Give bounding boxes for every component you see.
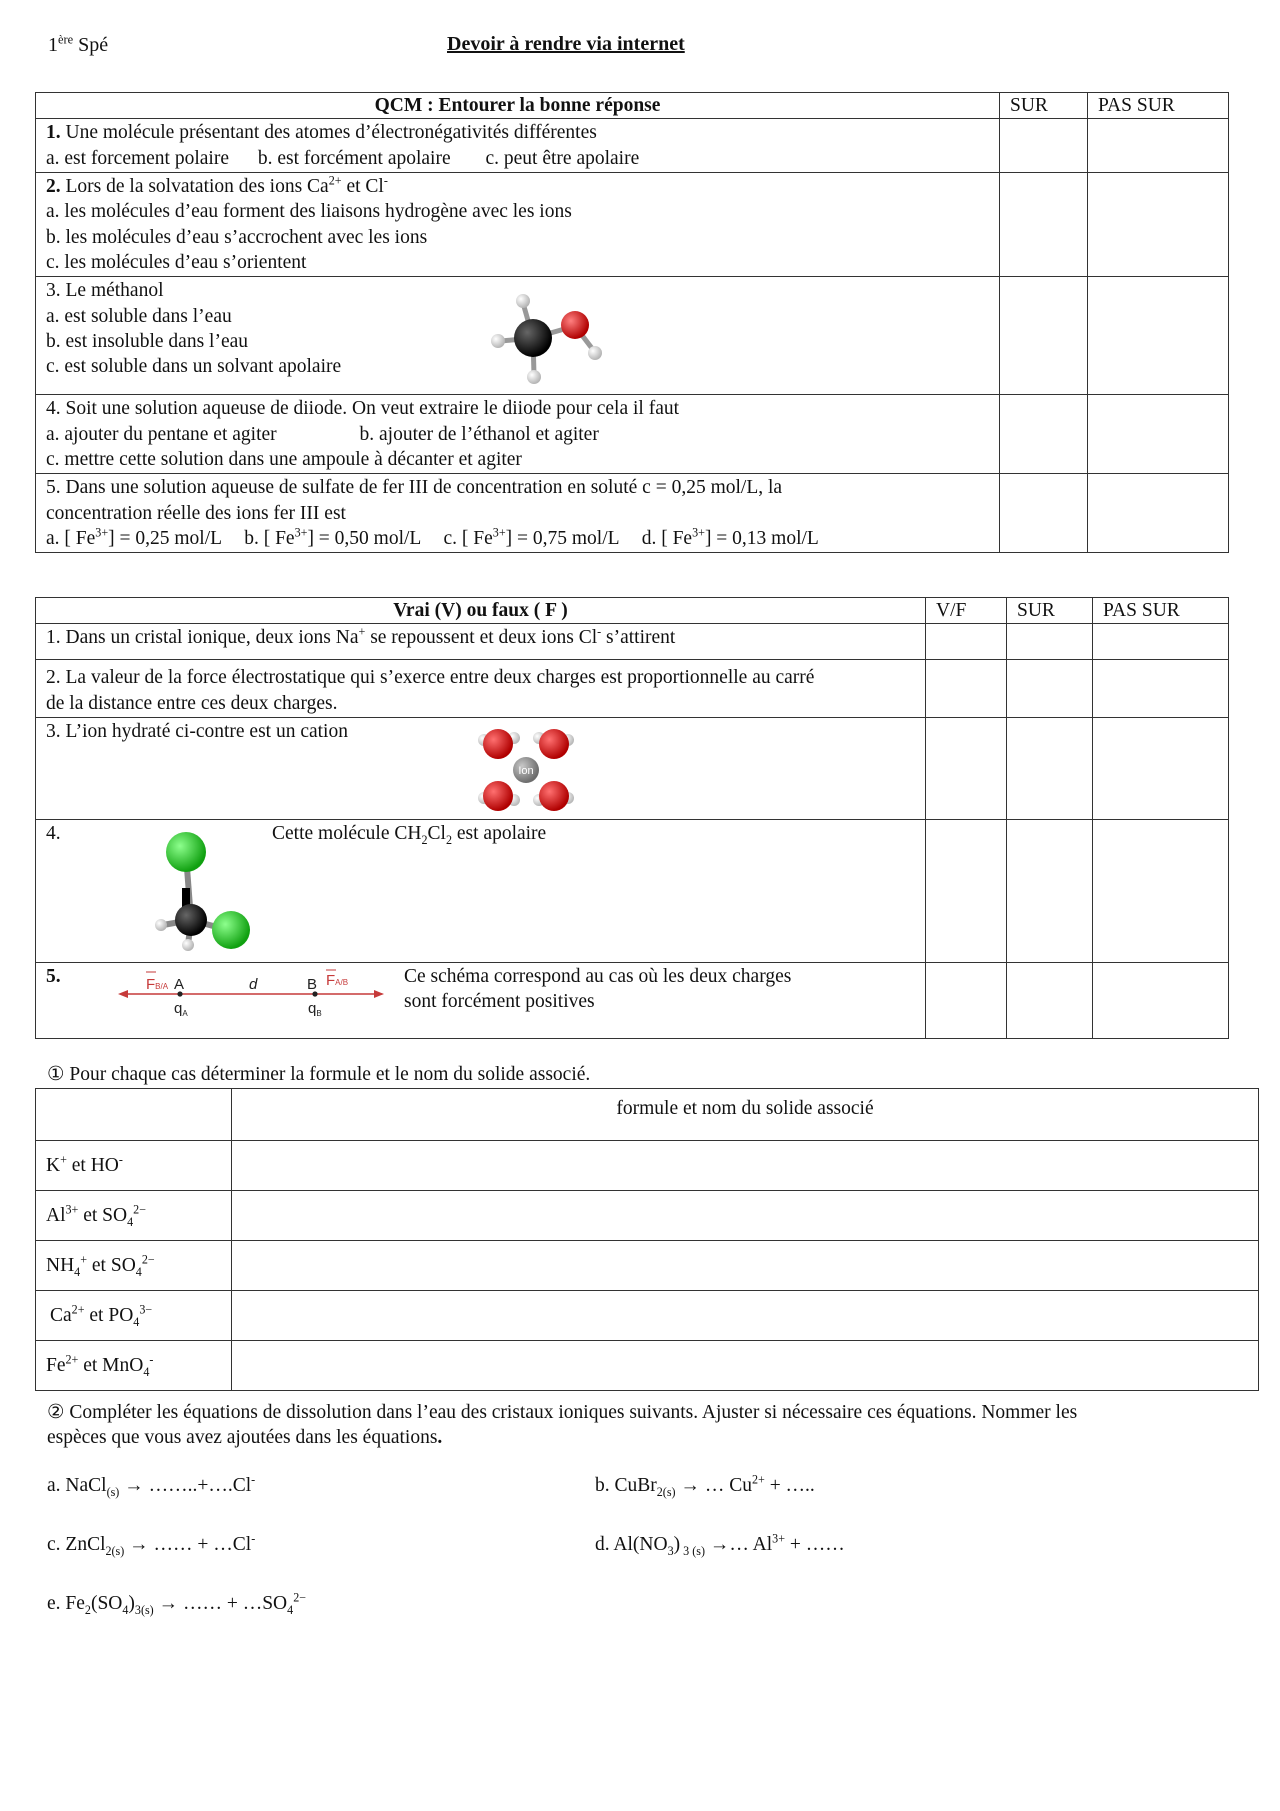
solids-row-2: $Al^{3+}$ et $SO_4^{2-}$ (36, 1191, 1259, 1241)
svg-text:d: d (249, 976, 258, 994)
water-bottom-left (478, 781, 520, 811)
s2-vf-cell[interactable] (926, 660, 1007, 718)
s5-pas-sur-cell[interactable] (1093, 963, 1229, 1039)
q4-option-c[interactable]: c. mettre cette solution dans une ampoule à décanter et agiter (46, 449, 522, 471)
q4-option-a[interactable]: a. ajouter du pentane et agiter (46, 423, 277, 445)
methanol-molecule-image (476, 281, 606, 391)
force-diagram-image (116, 967, 386, 1027)
hydrated-ion-image (471, 720, 581, 820)
equation-d[interactable]: d. $Al(NO_3)$ $_{3 (s)}$ →… $Al^{3+}$ + …… (595, 1531, 845, 1558)
q1-sur-cell[interactable] (1000, 119, 1088, 173)
q3-option-a[interactable]: a. est soluble dans l’eau (46, 305, 232, 327)
s1-vf-cell[interactable] (926, 624, 1007, 660)
water-bottom-right (533, 781, 574, 811)
qcm-header: QCM : Entourer la bonne réponse (36, 93, 1000, 119)
q2-option-b[interactable]: b. les molécules d’eau s’accrochent avec les ions (46, 226, 428, 248)
equation-a[interactable]: a. NaCl$_{(s)}$ → ……..+….Cl- (47, 1472, 256, 1499)
s5-sur-cell[interactable] (1007, 963, 1093, 1039)
arrow-icon: → (158, 1593, 179, 1614)
q1-option-c[interactable]: c. peut être apolaire (485, 147, 640, 169)
svg-text:FA/B: FA/B (326, 972, 349, 990)
svg-text:FB/A: FB/A (146, 976, 169, 994)
solids-table (35, 1088, 1259, 1391)
s4-sur-cell[interactable] (1007, 820, 1093, 963)
solids-answer-3[interactable] (232, 1241, 1259, 1291)
page-title: Devoir à rendre via internet (447, 33, 685, 55)
q1-option-b[interactable]: b. est forcément apolaire (257, 147, 451, 169)
q2-sur-cell[interactable] (1000, 173, 1088, 277)
s5-vf-cell[interactable] (926, 963, 1007, 1039)
svg-text:A: A (174, 976, 185, 994)
arrow-icon: → (709, 1534, 730, 1555)
q4-option-b[interactable]: b. ajouter de l’éthanol et agiter (359, 423, 599, 445)
ch2cl2-molecule-image (133, 830, 253, 955)
solids-row-1: K+ et HO- (36, 1141, 1259, 1191)
q3-option-c[interactable]: c. est soluble dans un solvant apolaire (46, 356, 342, 378)
solids-row-5: $Fe^{2+}$ et MnO$_4$- (36, 1341, 1259, 1391)
qcm-col-pas-sur: PAS SUR (1088, 93, 1229, 119)
solids-row-3: $NH_4^+$ et $SO_4^{2-}$ (36, 1241, 1259, 1291)
equation-b[interactable]: b. CuBr$_{2(s)}$ → … $Cu^{2+}$ + ….. (595, 1472, 815, 1499)
qcm-question-3: 3. Le méthanol a. est soluble dans l’eau b. est insoluble dans l’eau c. est soluble dans un solvant apolaire (36, 277, 1229, 395)
s1-sur-cell[interactable] (1007, 624, 1093, 660)
q2-pas-sur-cell[interactable] (1088, 173, 1229, 277)
s3-sur-cell[interactable] (1007, 718, 1093, 820)
water-top-right (533, 729, 574, 759)
s2-pas-sur-cell[interactable] (1093, 660, 1229, 718)
solids-answer-4[interactable] (232, 1291, 1259, 1341)
qcm-col-sur: SUR (1000, 93, 1088, 119)
q1-option-a[interactable]: a. est forcement polaire (46, 147, 229, 169)
arrow-icon: → (129, 1534, 149, 1555)
arrow-icon: → (680, 1475, 700, 1496)
vf-statement-5: 5. FB/A A d B FA/B $q_A$ $q_B$ Ce schéma correspond au cas où les deux charges sont forcément positives (36, 963, 1229, 1039)
vf-header: Vrai (V) ou faux ( F ) (36, 598, 926, 624)
arrow-icon: → (124, 1475, 144, 1496)
solids-instruction: ① Pour chaque cas déterminer la formule et le nom du solide associé. (47, 1064, 591, 1085)
qcm-question-2: 2. Lors de la solvatation des ions $Ca^{2+}$ et Cl- a. les molécules d’eau forment des liaisons hydrogène avec les ions b. les molécules d’eau s’accrochent avec les ions c. les molécules d’eau s’orientent (36, 173, 1229, 277)
solids-answer-1[interactable] (232, 1141, 1259, 1191)
q4-pas-sur-cell[interactable] (1088, 395, 1229, 474)
svg-text:qA: $q_A$ (174, 1000, 188, 1019)
dissolution-instruction: ② Compléter les équations de dissolution dans l’eau des cristaux ioniques suivants. Ajuster si nécessaire ces équations. Nommer les espèces que vous avez ajoutées dans les équations. (47, 1402, 1078, 1449)
vf-statement-2: 2. La valeur de la force électrostatique qui s’exerce entre deux charges est proportionnelle au carré de la distance entre ces deux charges. (36, 660, 1229, 718)
solids-empty-header (36, 1089, 232, 1141)
ion-label: Ion (518, 765, 534, 778)
q3-pas-sur-cell[interactable] (1088, 277, 1229, 395)
s2-sur-cell[interactable] (1007, 660, 1093, 718)
level-label: 1ère Spé (48, 32, 109, 56)
solids-row-4: $Ca^{2+}$ et $PO_4^{3-}$ (36, 1291, 1259, 1341)
svg-text:B: B (307, 976, 318, 994)
q5-pas-sur-cell[interactable] (1088, 474, 1229, 553)
water-top-left (478, 729, 520, 759)
vf-col-vf: V/F (926, 598, 1007, 624)
qcm-question-5: 5. Dans une solution aqueuse de sulfate de fer III de concentration en soluté c = 0,25 mol/L, la concentration réelle des ions fer III est a. [ $Fe^{3+}] = 0,25$ mol/L b. [ $Fe^{3+}] = 0,50$ mol/L c. [ $Fe^{3+}] = 0,75$ mol/L d. [ $Fe^{3+}] = 0,13$ mol/L (36, 474, 1229, 553)
q2-option-a[interactable]: a. les molécules d’eau forment des liaisons hydrogène avec les ions (46, 201, 572, 223)
q5-option-d[interactable]: d. [ $Fe^{3+}] = 0,13$ mol/L (641, 525, 819, 550)
q5-option-a[interactable]: a. [ $Fe^{3+}] = 0,25$ mol/L (46, 525, 222, 550)
s4-pas-sur-cell[interactable] (1093, 820, 1229, 963)
s1-pas-sur-cell[interactable] (1093, 624, 1229, 660)
equation-c[interactable]: c. ZnCl$_{2(s)}$ → …… + …Cl- (47, 1531, 256, 1558)
vf-col-sur: SUR (1007, 598, 1093, 624)
vf-table (35, 597, 1229, 1039)
vf-statement-1: 1. Dans un cristal ionique, deux ions Na+ se repoussent et deux ions Cl- s’attirent (36, 624, 1229, 660)
q1-pas-sur-cell[interactable] (1088, 119, 1229, 173)
q4-sur-cell[interactable] (1000, 395, 1088, 474)
qcm-question-1: 1. Une molécule présentant des atomes d’électronégativités différentes a. est forcement polaire b. est forcément apolaire c. peut être apolaire (36, 119, 1229, 173)
qcm-question-4: 4. Soit une solution aqueuse de diiode. On veut extraire le diiode pour cela il faut a. ajouter du pentane et agiter b. ajouter de l’éthanol et agiter c. mettre cette solution dans une ampoule à décanter et agiter (36, 395, 1229, 474)
s4-vf-cell[interactable] (926, 820, 1007, 963)
solids-answer-5[interactable] (232, 1341, 1259, 1391)
equation-e[interactable]: e. $Fe_2(SO_4)_{3(s)}$ → …… + $\dots SO_4^{2-}$ (47, 1590, 307, 1617)
s3-vf-cell[interactable] (926, 718, 1007, 820)
q3-sur-cell[interactable] (1000, 277, 1088, 395)
q5-option-b[interactable]: b. [ $Fe^{3+}] = 0,50$ mol/L (244, 525, 421, 550)
vf-statement-3: 3. L’ion hydraté ci-contre est un cation Ion (36, 718, 1229, 820)
qcm-table (35, 92, 1229, 553)
solids-col-header: formule et nom du solide associé (232, 1089, 1259, 1141)
q3-option-b[interactable]: b. est insoluble dans l’eau (46, 331, 248, 353)
s3-pas-sur-cell[interactable] (1093, 718, 1229, 820)
vf-col-pas-sur: PAS SUR (1093, 598, 1229, 624)
solids-answer-2[interactable] (232, 1191, 1259, 1241)
q2-option-c[interactable]: c. les molécules d’eau s’orientent (46, 252, 307, 274)
q5-sur-cell[interactable] (1000, 474, 1088, 553)
vf-statement-4: 4. Cette molécule $CH_2Cl_2$ est apolaire (36, 820, 1229, 963)
q5-option-c[interactable]: c. [ $Fe^{3+}] = 0,75$ mol/L (443, 525, 619, 550)
svg-text:qB: $q_B$ (308, 1000, 322, 1019)
